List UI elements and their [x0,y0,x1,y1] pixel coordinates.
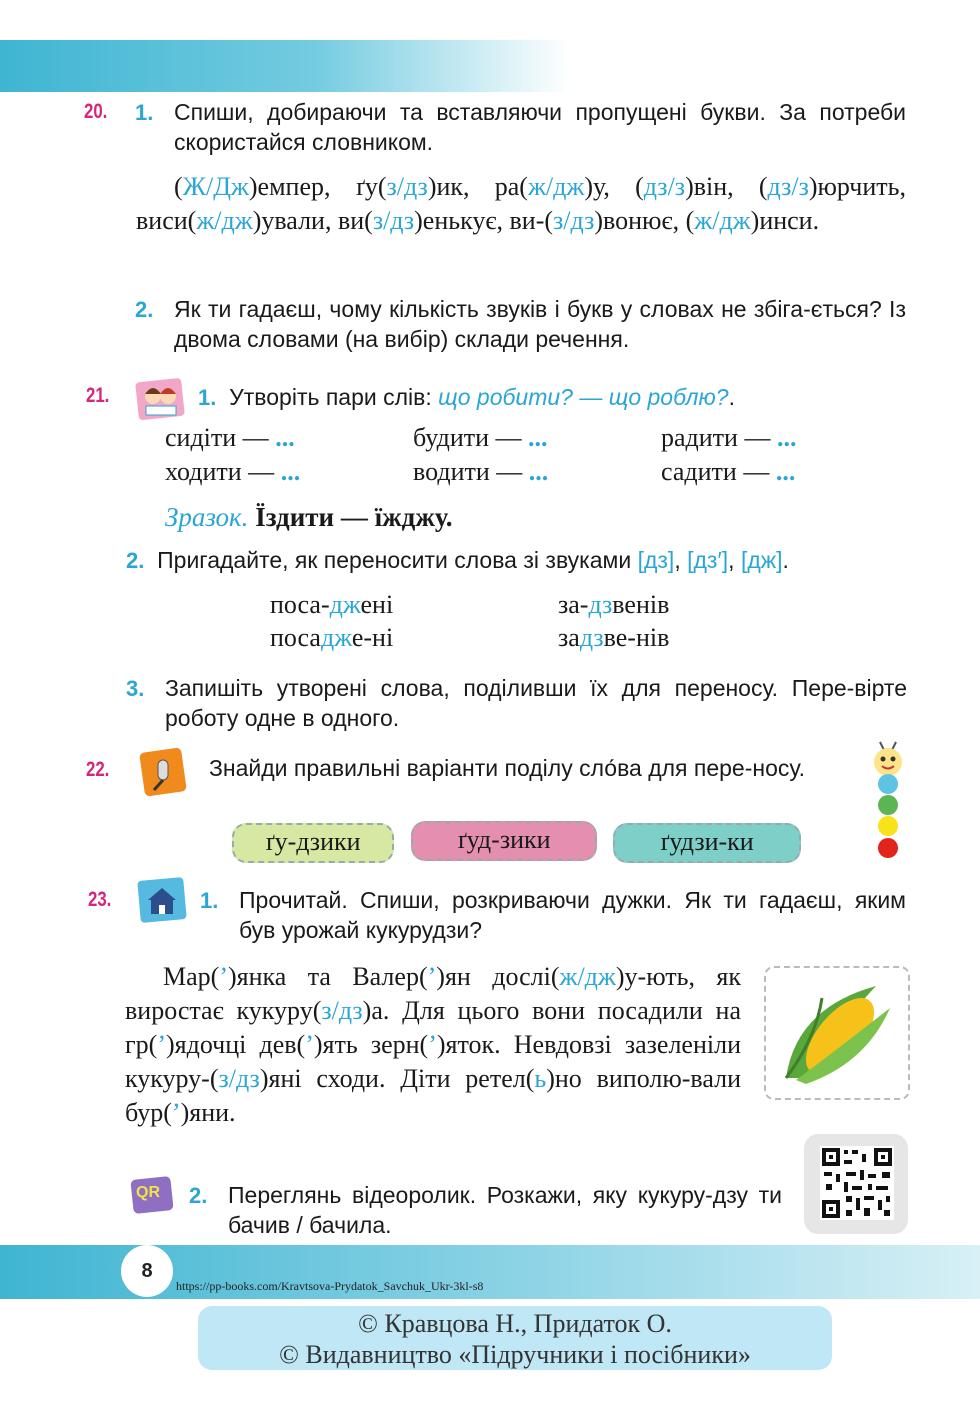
home-task-icon [136,876,184,920]
task-line [198,382,898,413]
book-link[interactable]: https://pp-books.com/Kravtsova-Prydatok_Savchuk_Ukr-3kl-s8 [176,1279,484,1293]
sample [165,500,452,534]
task-text: Спиши, добираючи та вставляючи пропущені букви. За потреби скористайся словником. [174,99,906,155]
qr-badge-text: QR [136,1184,160,1201]
dots: ... [280,457,301,486]
task-number: 2. [189,1183,208,1208]
hyphen-example: задзве-нів [558,623,670,652]
option-chip[interactable]: ґудзи-ки [613,823,801,863]
task-line: 2. Пригадайте, як переносити слова зі звуками [дз], [дз′], [дж]. [126,547,789,573]
word: садити — [661,457,770,486]
task-text: Прочитай. Спиши, розкриваючи дужки. Як ти гадаєш, яким був урожай кукурудзи? [239,887,906,943]
task-text: Утворіть пари слів: [229,384,432,410]
task-period: . [728,384,735,410]
task-italic: що робити? — що роблю? [438,384,729,410]
sample-label: Зразок. [165,502,249,532]
page-number: 8 [141,1260,153,1282]
task-number: 1. [200,888,219,913]
sound: [дз] [637,547,675,573]
microphone-icon [138,746,186,790]
task-text: Знайди правильні варіанти поділу сло́ва для пере-носу. [209,755,805,781]
copyright-line: © Видавництво «Підручники і посібники» [279,1340,751,1369]
dots: ... [775,457,796,486]
word: сидіти — [165,423,269,452]
exercise-number: 23. [88,888,112,911]
header-band [0,40,570,92]
story-text: Мар(’)янка та Валер(’)ян дослі(ж/дж)у-ють, як виростає кукуру(з/дз)а. Для цього вони посадили на гр(’)ядочці дев(’)ять зерн(’)яток. Невдовзі зазеленіли кукуру-(з/дз)яні сходи. Діти ретел(ь)но виполю-вали бур(’)яни. [125,962,742,1127]
word: будити — [413,423,522,452]
word-pair [165,421,295,455]
qr-code[interactable] [804,1134,908,1234]
word: радити — [661,423,771,452]
task-number: 3. [126,676,145,701]
dots: ... [776,423,797,452]
word-pair [413,421,548,455]
hyphen-example: поса-джені [270,590,394,619]
option-chip[interactable]: ґу-дзики [232,823,394,863]
sound: [дж] [740,547,783,573]
qr-badge-icon [130,1174,176,1216]
word-pair [661,421,796,455]
dots: ... [528,423,548,452]
hyphen-example: за-дзвенів [558,590,670,619]
option-chip[interactable]: ґуд-зики [411,821,597,861]
word-pair [413,455,548,489]
exercise-number: 20. [84,100,108,123]
task-text: Пригадайте, як переносити слова зі звуками [157,547,632,573]
task-text: Запишіть утворені слова, поділивши їх для переносу. Пере-вірте роботу одне в одного. [165,675,907,731]
hyphen-example: посадже-ні [270,623,394,652]
exercise-number: 21. [86,384,110,407]
copyright-box [198,1306,832,1370]
sample-text: Їздити — їжджу. [255,502,453,532]
dots: ... [275,423,295,452]
task-number: 1. [135,100,154,125]
sound: [дз′] [687,547,729,573]
exercise-number: 22. [86,758,110,781]
copyright-line: © Кравцова Н., Придаток О. [358,1309,672,1338]
task-number: 2. [126,548,145,573]
exercise-words: (Ж/Дж)емпер, ґу(з/дз)ик, ра(ж/дж)у, (дз/з)він, (дз/з)юрчить, виси(ж/дж)ували, ви(з/дз)енькує, ви-(з/дз)вонює, (ж/дж)инси. [136,172,906,235]
word-pair [165,455,300,489]
task-text: Переглянь відеоролик. Розкажи, яку кукуру-дзу ти бачив / бачила. [228,1182,782,1238]
word: ходити — [165,457,275,486]
word: водити — [413,457,523,486]
task-number: 2. [135,297,154,322]
page-number-badge [121,1245,173,1297]
task-text: Як ти гадаєш, чому кількість звуків і букв у словах не збіга-ється? Із двома словами (на вибір) склади речення. [174,296,906,352]
task-number: 1. [198,385,217,410]
dots: ... [528,457,549,486]
corn-image [764,966,910,1100]
word-pair [661,455,795,489]
pair-work-icon [134,374,182,418]
caterpillar-icon [866,736,912,864]
